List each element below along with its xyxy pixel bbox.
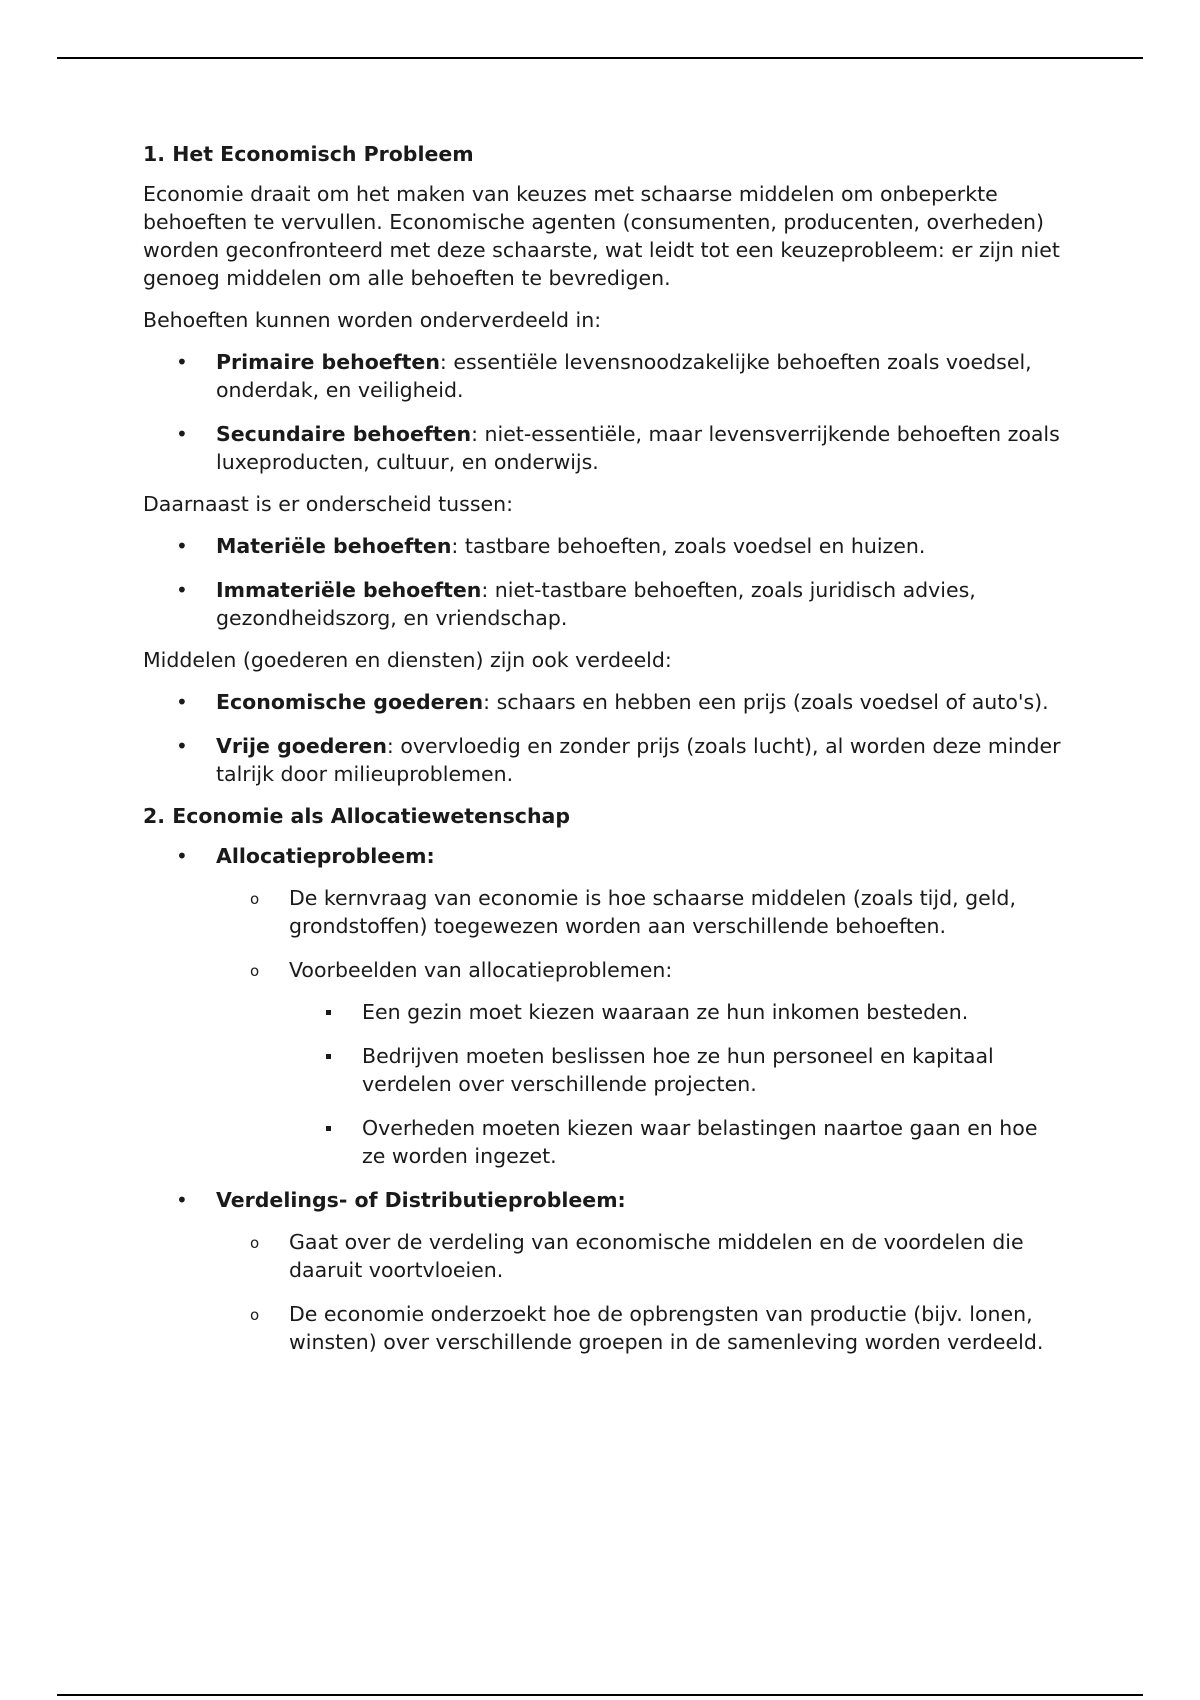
list-item: Bedrijven moeten beslissen hoe ze hun personeel en kapitaal verdelen over verschillende projecten. [289, 1042, 1063, 1098]
header-rule [57, 57, 1143, 59]
term: Secundaire behoeften [216, 422, 472, 446]
definition: : schaars en hebben een prijs (zoals voedsel of auto's). [483, 690, 1049, 714]
allocation-examples [289, 998, 1063, 1170]
list-item [143, 348, 1063, 404]
list-item: Een gezin moet kiezen waaraan ze hun inkomen besteden. [289, 998, 1063, 1026]
distribution-points [216, 1228, 1063, 1356]
definition: : tastbare behoeften, zoals voedsel en huizen. [451, 534, 926, 558]
examples-intro: Voorbeelden van allocatieproblemen: [289, 958, 673, 982]
definition: : essentiële levensnoodzakelijke behoeften zoals voedsel, onderdak, en veiligheid. [216, 350, 1032, 402]
term: Primaire behoeften [216, 350, 440, 374]
term: Vrije goederen [216, 734, 387, 758]
list-item [143, 688, 1063, 716]
term: Materiële behoeften [216, 534, 452, 558]
document-body [143, 140, 1063, 1356]
needs-intro: Behoeften kunnen worden onderverdeeld in: [143, 308, 602, 332]
section-1-intro: Economie draait om het maken van keuzes met schaarse middelen om onbeperkte behoeften te vervullen. Economische agenten (consumenten, producenten, overheden) worden geconfronteerd met deze schaarste, wat leidt tot een keuzeprobleem: er zijn niet genoeg middelen om alle behoeften te bevredigen. [143, 182, 1060, 290]
list-item: o Gaat over de verdeling van economische middelen en de voordelen die daaruit voortvloeien. [216, 1228, 1063, 1284]
section-1-heading: 1. Het Economisch Probleem [143, 142, 474, 166]
footer-rule [57, 1694, 1143, 1696]
list-item: Overheden moeten kiezen waar belastingen naartoe gaan en hoe ze worden ingezet. [289, 1114, 1063, 1170]
allocation-title: Allocatieprobleem: [216, 844, 435, 868]
definition: : niet-essentiële, maar levensverrijkende behoeften zoals luxeproducten, cultuur, en onderwijs. [216, 422, 1060, 474]
section-2-heading: 2. Economie als Allocatiewetenschap [143, 804, 571, 828]
definition: : overvloedig en zonder prijs (zoals lucht), al worden deze minder talrijk door milieuproblemen. [216, 734, 1061, 786]
distinction-list [143, 532, 1063, 632]
distinction-intro: Daarnaast is er onderscheid tussen: [143, 492, 514, 516]
distribution-topic [143, 1186, 1063, 1356]
term: Immateriële behoeften [216, 578, 482, 602]
allocation-topics-list [143, 842, 1063, 1356]
definition: : niet-tastbare behoeften, zoals juridisch advies, gezondheidszorg, en vriendschap. [216, 578, 976, 630]
allocation-topic [143, 842, 1063, 1170]
list-item [143, 420, 1063, 476]
list-item [216, 956, 1063, 1170]
means-list [143, 688, 1063, 788]
allocation-points [216, 884, 1063, 1170]
list-item: o De economie onderzoekt hoe de opbrengsten van productie (bijv. lonen, winsten) over verschillende groepen in de samenleving worden verdeeld. [216, 1300, 1063, 1356]
distribution-title: Verdelings- of Distributieprobleem: [216, 1188, 626, 1212]
means-intro: Middelen (goederen en diensten) zijn ook verdeeld: [143, 648, 672, 672]
list-item [143, 732, 1063, 788]
term: Economische goederen [216, 690, 484, 714]
list-item [143, 532, 1063, 560]
list-item: o De kernvraag van economie is hoe schaarse middelen (zoals tijd, geld, grondstoffen) toegewezen worden aan verschillende behoeften. [216, 884, 1063, 940]
needs-list [143, 348, 1063, 476]
list-item [143, 576, 1063, 632]
